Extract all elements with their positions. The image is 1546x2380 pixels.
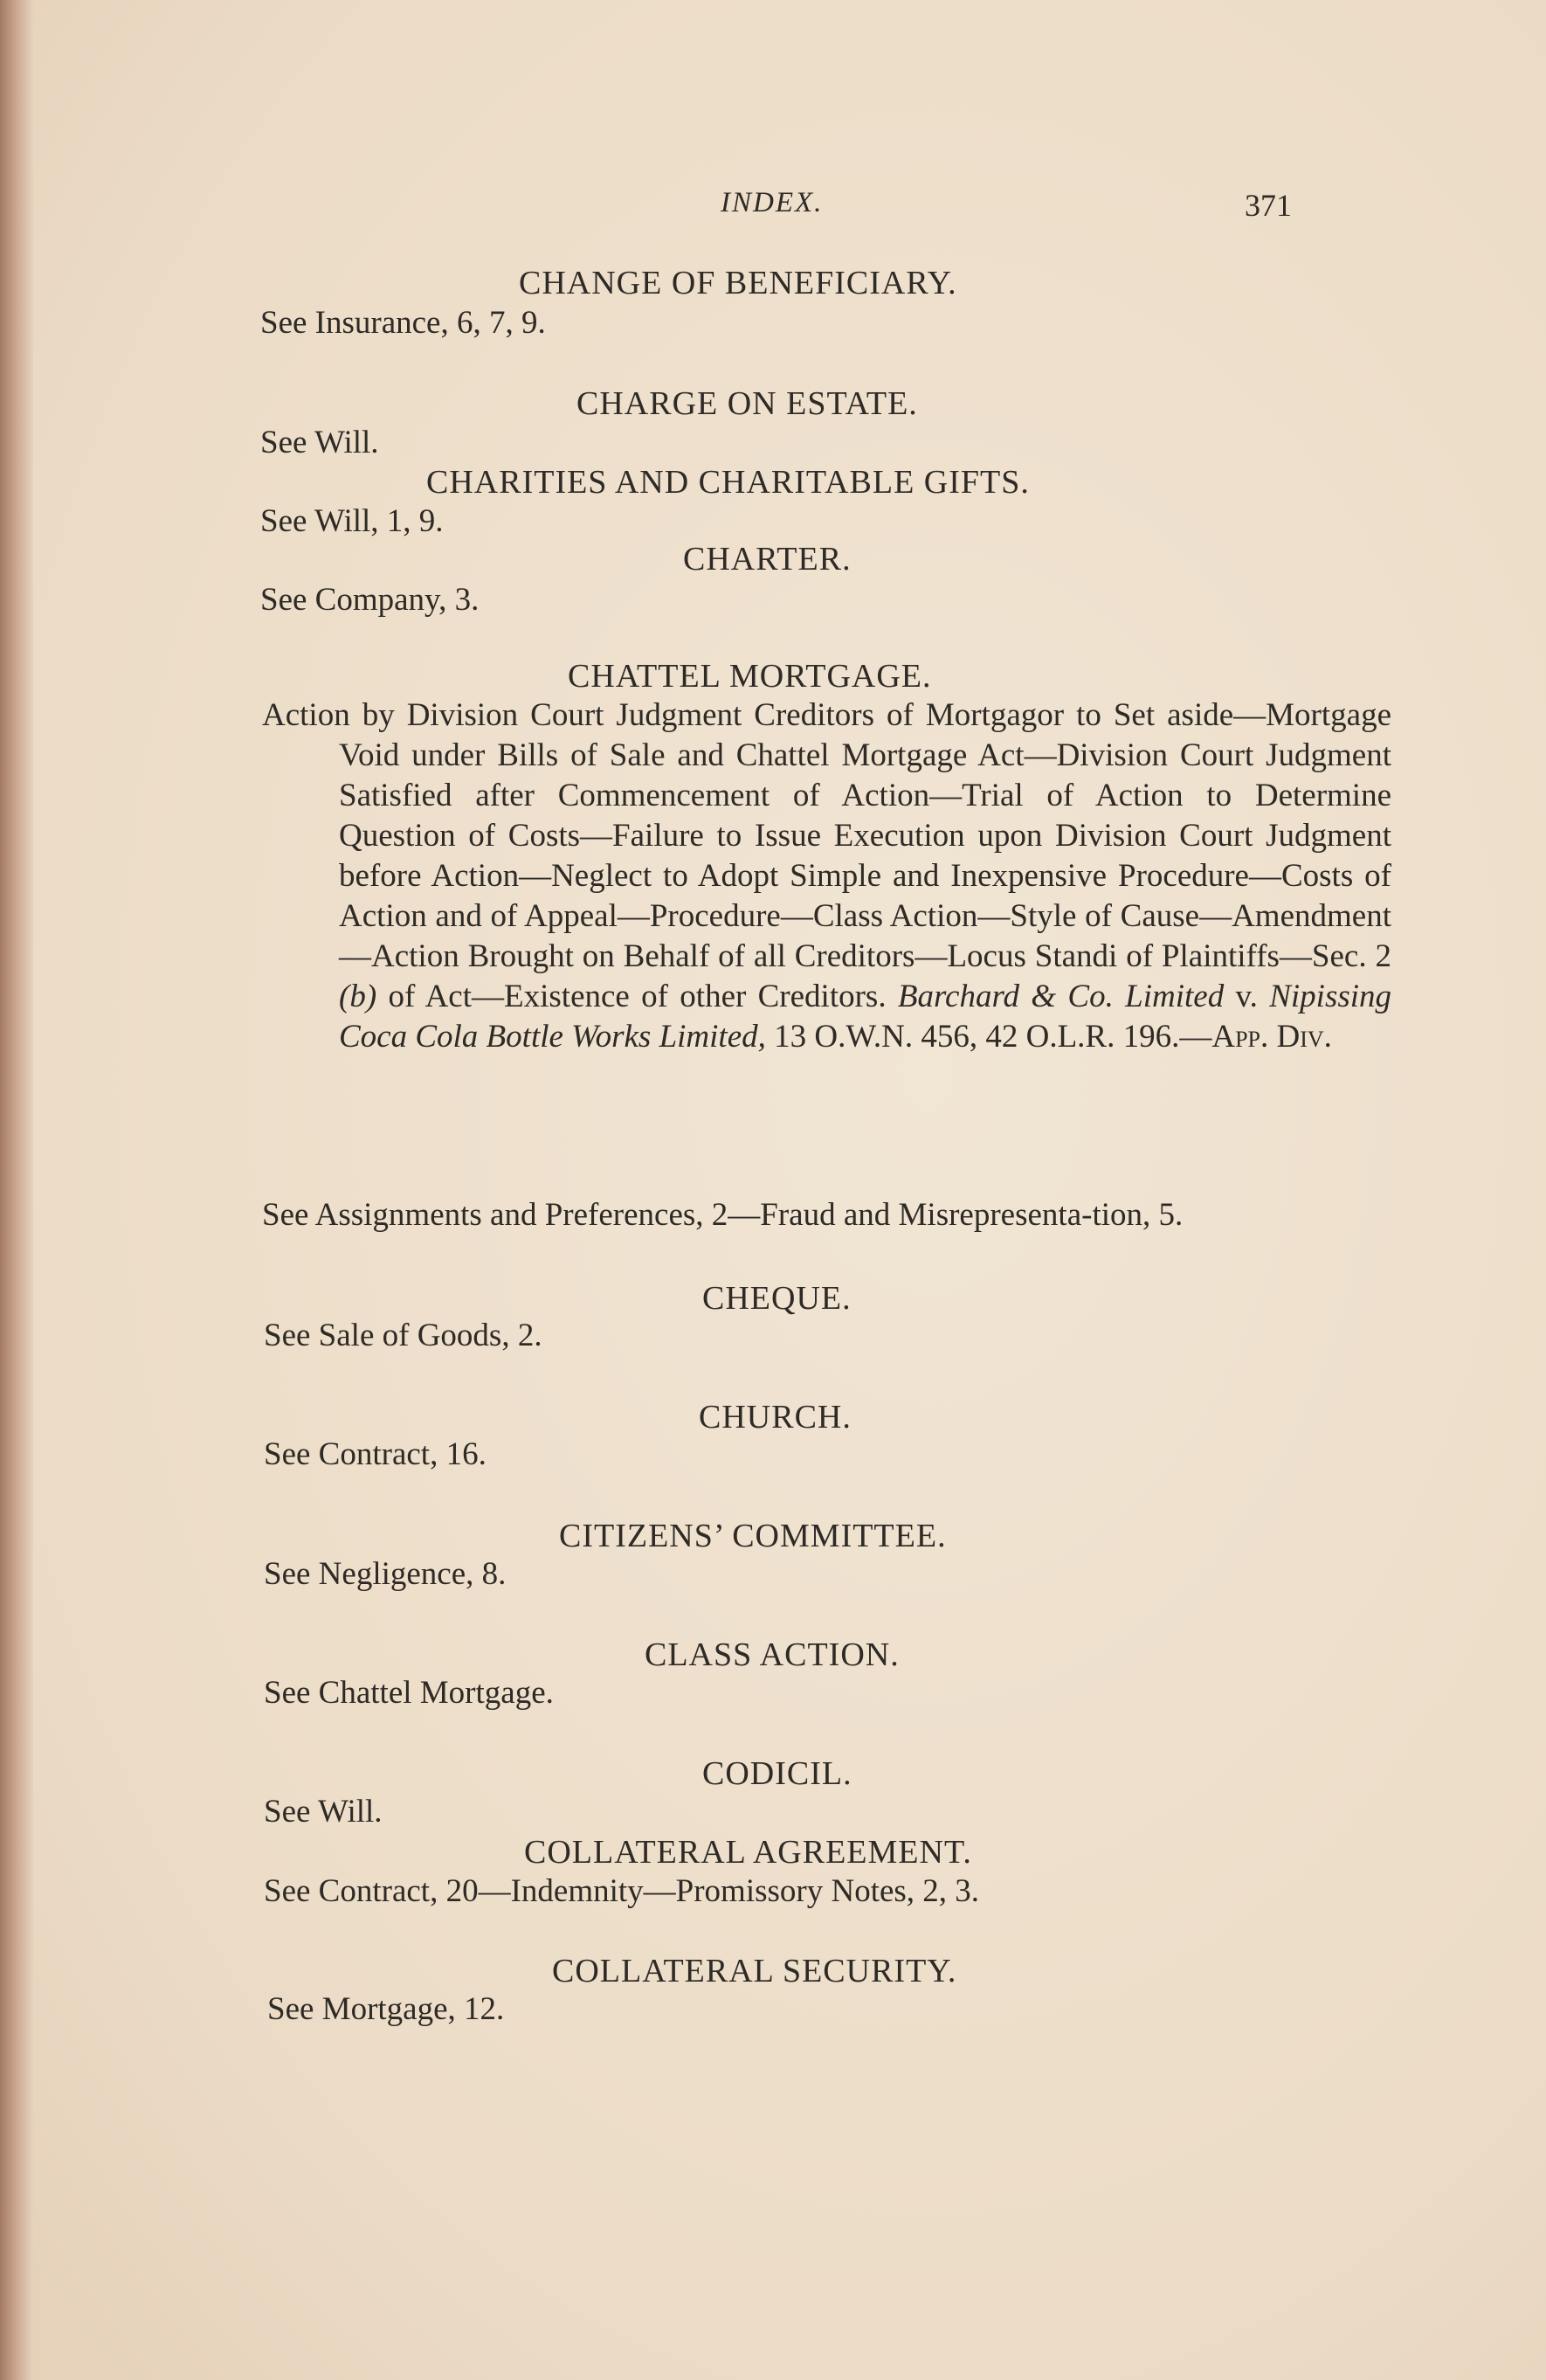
index-heading: CLASS ACTION.	[645, 1636, 900, 1673]
citation: 13 O.W.N. 456, 42 O.L.R. 196.—	[774, 1019, 1212, 1055]
index-reference: See Chattel Mortgage.	[264, 1675, 554, 1711]
entry-text: Action by Division Court Judgment Creditors of Mortgagor to Set aside—Mortgage Void under Bills of Sale and Chattel Mortgage Act—Division Court Judgment Satisfied after Commencement of Action—Trial of Action to Determine Question of Costs—Failure to Issue Execution upon Division Court Judgment before Action—Neglect to Adopt Simple and Inexpensive Procedure—Costs of Action and of Appeal—Procedure—Class Action—Style of Cause—Amendment—Action Brought on Behalf of all Creditors—Locus Standi of Plaintiffs—Sec. 2	[262, 697, 1391, 974]
index-heading: COLLATERAL AGREEMENT.	[524, 1834, 972, 1871]
case-versus: v.	[1235, 979, 1258, 1014]
index-reference: See Mortgage, 12.	[267, 1991, 505, 2027]
book-spine-edge	[0, 0, 33, 2380]
index-reference: See Assignments and Preferences, 2—Fraud and Misrepresenta-tion, 5.	[262, 1197, 1184, 1233]
page-number: 371	[1245, 188, 1292, 223]
index-heading: CHURCH.	[699, 1399, 852, 1436]
index-heading: CHATTEL MORTGAGE.	[568, 658, 932, 695]
index-heading: CODICIL.	[702, 1755, 852, 1792]
index-heading: CHEQUE.	[702, 1280, 852, 1317]
index-reference: See Insurance, 6, 7, 9.	[260, 305, 546, 341]
page-header	[262, 187, 1310, 231]
case-name-1: Barchard & Co. Limited	[897, 979, 1225, 1014]
index-reference: See Contract, 20—Indemnity—Promissory Notes, 2, 3.	[264, 1873, 980, 1909]
index-reference: See Sale of Goods, 2.	[264, 1318, 542, 1353]
index-reference: See Negligence, 8.	[264, 1556, 507, 1592]
entry-text-2: of Act—Existence of other Creditors.	[388, 979, 887, 1014]
court: App. Div.	[1211, 1019, 1332, 1055]
index-heading: CHANGE OF BENEFICIARY.	[519, 265, 957, 301]
index-heading: CHARGE ON ESTATE.	[576, 385, 918, 422]
index-heading: CHARITIES AND CHARITABLE GIFTS.	[426, 464, 1030, 501]
index-reference: See Will.	[260, 425, 379, 460]
index-heading: COLLATERAL SECURITY.	[552, 1953, 957, 1989]
index-reference: See Contract, 16.	[264, 1436, 487, 1472]
index-heading: CHARTER.	[683, 541, 852, 578]
index-heading: CITIZENS’ COMMITTEE.	[559, 1518, 947, 1554]
index-reference: See Company, 3.	[260, 582, 480, 618]
running-head: INDEX.	[721, 187, 824, 218]
index-entry-paragraph	[262, 695, 1391, 1057]
index-reference: See Will, 1, 9.	[260, 503, 444, 539]
case-name-2: Nipissing Coca Cola Bottle Works Limited,	[339, 979, 1392, 1055]
entry-sec-letter: (b)	[339, 979, 377, 1014]
index-reference: See Will.	[264, 1794, 383, 1830]
